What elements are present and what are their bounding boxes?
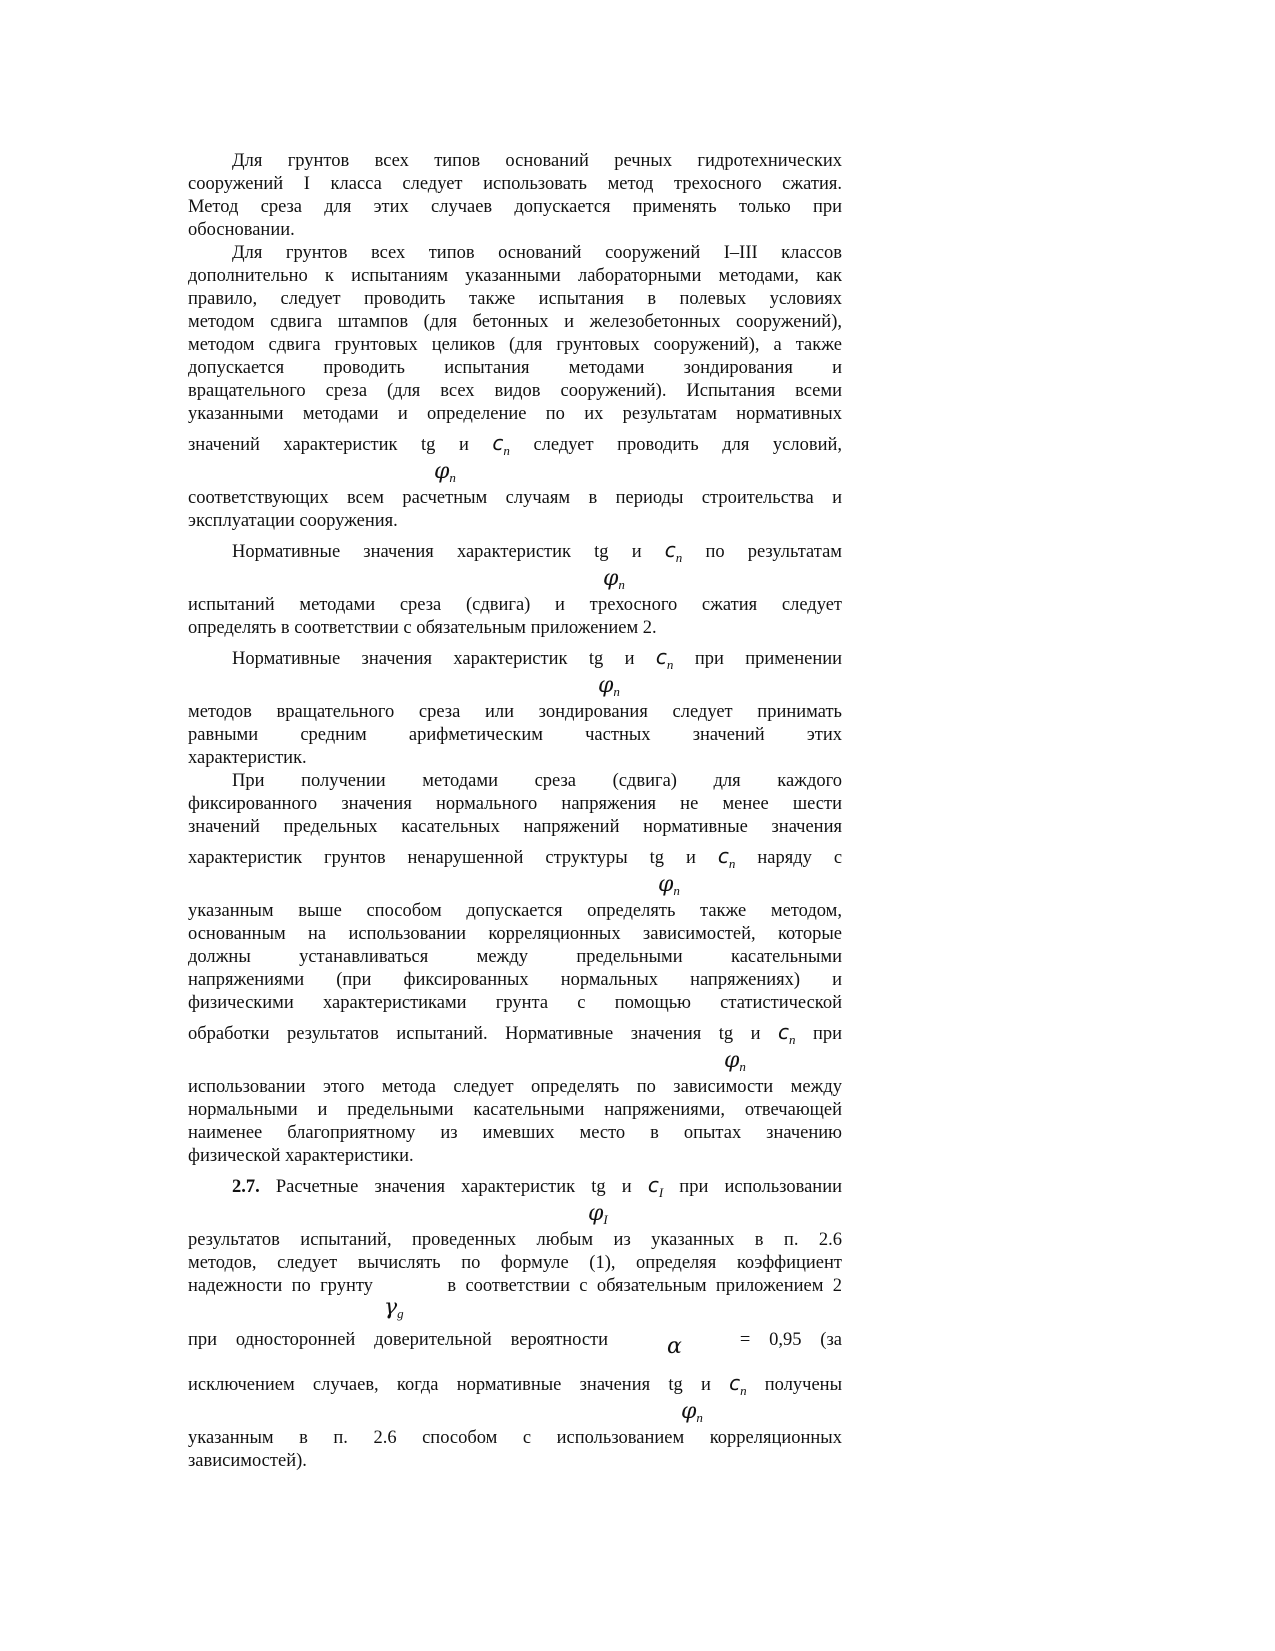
gamma-g-symbol: $\gamma_g$ <box>384 1295 404 1321</box>
formula-line <box>188 432 842 462</box>
paragraph-line: При получении методами среза (сдвига) для каждого <box>232 771 842 791</box>
formula-line-text: получены <box>764 1375 843 1395</box>
phi-n-symbol: $\varphi_n$ <box>681 1399 703 1425</box>
formula-line-text: Расчетные значения характеристик tg <box>275 1177 606 1197</box>
paragraph-line: определять в соответствии с обязательным приложением 2. <box>188 618 657 638</box>
formula-line-text: исключением случаев, когда нормативные значения tg <box>188 1375 683 1395</box>
formula-line <box>188 1372 842 1402</box>
paragraph-line: указанным в п. 2.6 способом с использованием корреляционных <box>188 1428 842 1448</box>
formula-line <box>188 1275 842 1298</box>
paragraph-line: вращательного среза (для всех видов сооружений). Испытания всеми <box>188 381 842 401</box>
formula-line-text: и <box>700 1375 711 1395</box>
paragraph-line: допускается проводить испытания методами зондирования и <box>188 358 842 378</box>
paragraph-line: нормальными и предельными касательными напряжениями, отвечающей <box>188 1100 842 1120</box>
c-n-symbol: $c_n$ <box>664 538 683 565</box>
phi-n-symbol: $\varphi_n$ <box>724 1048 746 1074</box>
paragraph-line: сооружений I класса следует использовать метод трехосного сжатия. <box>188 174 842 194</box>
formula-line <box>188 539 842 569</box>
paragraph-line: фиксированного значения нормального напряжения не менее шести <box>188 794 842 814</box>
phi-n-symbol: $\varphi_n$ <box>598 673 620 699</box>
formula-line <box>188 1174 842 1204</box>
formula-line-text: и <box>750 1024 761 1044</box>
paragraph-line: основанным на использовании корреляционных зависимостей, которые <box>188 924 842 944</box>
section-number: 2.7. <box>232 1177 260 1197</box>
paragraph-line: указанными методами и определение по их результатам нормативных <box>188 404 842 424</box>
paragraph-line: Для грунтов всех типов оснований сооружений I–III классов <box>232 243 842 263</box>
paragraph-line: методов, следует вычислять по формуле (1), определяя коэффициент <box>188 1253 842 1273</box>
paragraph-line: соответствующих всем расчетным случаям в периоды строительства и <box>188 488 842 508</box>
formula-line-text: и <box>685 848 696 868</box>
paragraph-line: Для грунтов всех типов оснований речных гидротехнических <box>232 151 842 171</box>
paragraph-line: физическими характеристиками грунта с помощью статистической <box>188 993 842 1013</box>
formula-line-text: следует проводить для условий, <box>533 435 843 455</box>
formula-line <box>188 845 842 875</box>
formula-symbol-row <box>188 673 842 701</box>
formula-line-text: наряду с <box>757 848 843 868</box>
formula-line-text: и <box>631 542 642 562</box>
formula-line <box>188 1329 842 1352</box>
document-page <box>188 150 842 1473</box>
formula-line-text: и <box>458 435 469 455</box>
paragraph-line: испытаний методами среза (сдвига) и трехосного сжатия следует <box>188 595 842 615</box>
formula-line-text: надежности по грунту <box>188 1276 373 1296</box>
paragraph-line: эксплуатации сооружения. <box>188 511 398 531</box>
formula-line-text: при применении <box>694 649 843 669</box>
c-n-symbol: $c_n$ <box>492 431 510 458</box>
c-n-symbol: $c_n$ <box>717 844 736 871</box>
paragraph-line: должны устанавливаться между предельными касательными <box>188 947 842 967</box>
paragraph-line: физической характеристики. <box>188 1146 414 1166</box>
c-n-symbol: $c_n$ <box>777 1020 796 1047</box>
formula-symbol-row <box>188 872 842 900</box>
formula-line-text: в соответствии с обязательным приложением 2 <box>447 1276 842 1296</box>
formula-line-text: Нормативные значения характеристик tg <box>232 542 609 562</box>
paragraph-line: значений предельных касательных напряжений нормативные значения <box>188 817 842 837</box>
formula-line-text: = 0,95 (за <box>739 1330 842 1350</box>
formula-line-text: по результатам <box>705 542 843 562</box>
phi-n-symbol: $\varphi_n$ <box>603 566 625 592</box>
formula-symbol-row <box>188 1295 842 1323</box>
paragraph-line: правило, следует проводить также испытания в полевых условиях <box>188 289 842 309</box>
paragraph-line: использовании этого метода следует определять по зависимости между <box>188 1077 842 1097</box>
formula-line-text: и <box>624 649 635 669</box>
formula-symbol-row <box>188 566 842 594</box>
formula-line-text: при односторонней доверительной вероятности <box>188 1330 609 1350</box>
formula-symbol-row <box>188 1048 842 1076</box>
paragraph-line: указанным выше способом допускается определять также методом, <box>188 901 842 921</box>
formula-line-text: и <box>621 1177 632 1197</box>
paragraph-line: характеристик. <box>188 748 307 768</box>
formula-line-text: характеристик грунтов ненарушенной структуры tg <box>188 848 665 868</box>
paragraph-line: методом сдвига штампов (для бетонных и железобетонных сооружений), <box>188 312 842 332</box>
paragraph-line: методов вращательного среза или зондирования следует принимать <box>188 702 842 722</box>
formula-line-text: при использовании <box>679 1177 843 1197</box>
paragraph-line: обосновании. <box>188 220 295 240</box>
formula-symbol-row <box>188 1399 842 1427</box>
c-i-symbol: $c_I$ <box>647 1173 664 1200</box>
formula-line-text: обработки результатов испытаний. Нормативные значения tg <box>188 1024 734 1044</box>
formula-symbol-row <box>188 459 842 487</box>
paragraph-line: результатов испытаний, проведенных любым из указанных в п. 2.6 <box>188 1230 842 1250</box>
paragraph-line: дополнительно к испытаниям указанными лабораторными методами, как <box>188 266 842 286</box>
paragraph-line: зависимостей). <box>188 1451 307 1471</box>
phi-n-symbol: $\varphi_n$ <box>434 459 456 485</box>
formula-symbol-row <box>188 1201 842 1229</box>
formula-line-text: при <box>812 1024 843 1044</box>
c-n-symbol: $c_n$ <box>729 1371 747 1398</box>
phi-i-symbol: $\varphi_I$ <box>588 1201 608 1227</box>
phi-n-symbol: $\varphi_n$ <box>658 872 680 898</box>
formula-line-text: Нормативные значения характеристик tg <box>232 649 604 669</box>
formula-line-text: значений характеристик tg <box>188 435 436 455</box>
paragraph-line: равными средним арифметическим частных значений этих <box>188 725 842 745</box>
alpha-symbol: α <box>667 1334 682 1359</box>
paragraph-line: методом сдвига грунтовых целиков (для грунтовых сооружений), а также <box>188 335 842 355</box>
paragraph-line: наименее благоприятному из имевших место в опытах значению <box>188 1123 842 1143</box>
paragraph-line: Метод среза для этих случаев допускается применять только при <box>188 197 842 217</box>
c-n-symbol: $c_n$ <box>655 645 674 672</box>
paragraph-line: напряжениями (при фиксированных нормальных напряжениях) и <box>188 970 842 990</box>
formula-line <box>188 646 842 676</box>
formula-line <box>188 1021 842 1051</box>
